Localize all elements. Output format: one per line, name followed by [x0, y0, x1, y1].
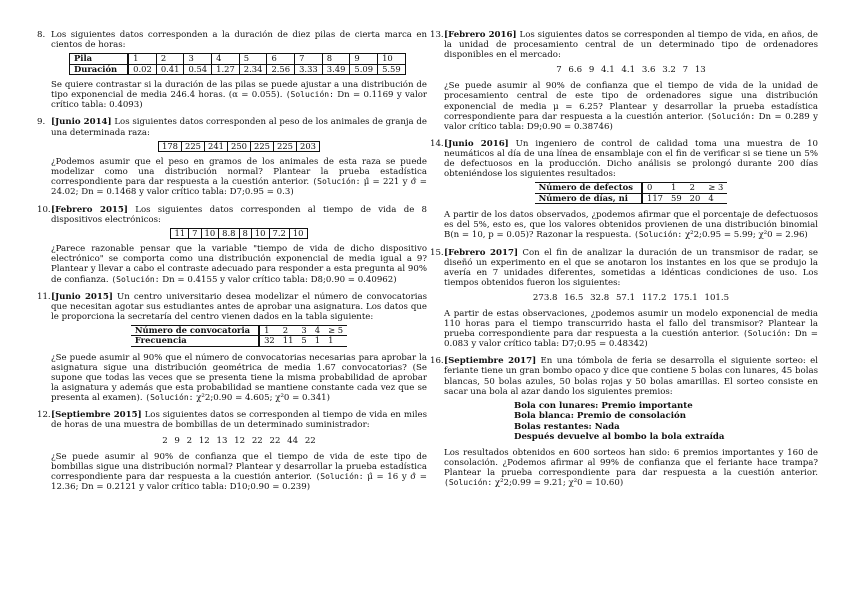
- solution-text: Dn = 0.4155 y valor crítico tabla: D8;0.90 = 0.40962): [162, 274, 397, 285]
- question-text: ¿Podemos asumir que el peso en gramos de los animales de esta raza se puede modelizar como una distribución normal? Plantear la prueba estadística correspondiente para dar respuesta a la cuestión anterior.: [51, 157, 427, 188]
- table-header-cell: Número de días, ni: [535, 193, 642, 204]
- question-text: ¿Se puede asumir al 90% de confianza que el tiempo de vida de este tipo de bombillas sigue una distribución normal? Plantear y desarrollar la prueba estadística correspondiente para dar respuesta a la cuestión anterior.: [51, 451, 427, 482]
- table-cell: 225: [274, 141, 297, 152]
- problem-number: 13.: [430, 30, 444, 40]
- problem-15: [430, 248, 818, 350]
- data-values: 7 6.6 9 4.1 4.1 3.6 3.2 7 13: [556, 65, 706, 76]
- table-header-cell: Duración: [70, 64, 129, 75]
- table-row: [70, 54, 406, 65]
- table-cell: 250: [228, 141, 251, 152]
- problem-statement: [51, 117, 427, 137]
- solution-label: (Solución:: [111, 274, 160, 284]
- table-header-cell: Número de defectos: [535, 183, 642, 194]
- table-cell: 59: [670, 192, 682, 203]
- problem-13: [430, 30, 818, 132]
- table-cell: 3.49: [322, 64, 350, 75]
- question-text: ¿Parece razonable pensar que la variable "tiempo de vida de dicho dispositivo electrónico" se comporta como una distribución exponencial de media igual a 9? Plantear y llevar a cabo el contraste adecuado para responder a esta pregunta al 90% de confianza.: [51, 244, 427, 285]
- problem-number: 14.: [430, 138, 444, 149]
- data-box-wrap: [51, 225, 427, 245]
- table-header-cell: Número de convocatoria: [131, 325, 259, 336]
- table-cell: 7: [189, 228, 201, 239]
- left-column: [37, 30, 427, 499]
- problem-10: [37, 205, 427, 285]
- problem-statement: Los siguientes datos corresponden a la duración de diez pilas de cierta marca en cientos de horas:: [51, 30, 427, 51]
- exam-tag: [Febrero 2015]: [51, 204, 128, 215]
- solution-text: Dn = 0.289 y valor crítico tabla: D9;0.90 = 0.38746): [444, 111, 818, 132]
- solution-label: (Solución:: [315, 471, 364, 481]
- problem-question: [51, 80, 427, 110]
- solution-label: (Solución:: [742, 329, 792, 339]
- solution-text: χ²2;0.95 = 5.99; χ²0 = 2.96): [684, 230, 808, 241]
- problem-number: 10.: [37, 204, 51, 215]
- problem-number: 12.: [37, 410, 51, 421]
- table-cell: 2.34: [239, 64, 267, 75]
- table-cell: ≥ 3: [704, 183, 727, 194]
- question-text: Se quiere contrastar si la duración de las pilas se puede ajustar a una distribución de tipo exponencial de media 246.4 horas. (α = 0.055).: [51, 80, 427, 101]
- problem-statement: [51, 292, 427, 322]
- statement-text: En una tómbola de feria se desarrolla el siguiente sorteo: el feriante tiene un gran bombo opaco y dice que contiene 5 bolas con lunares, 45 bolas blancas, 50 bolas azules, 50 bolas rojas y 50 bolas amarillas. El sorteo consiste en sacar una bola al azar dando los siguientes premios:: [444, 356, 818, 397]
- problem-question: [444, 309, 818, 349]
- problem-14: [430, 139, 818, 241]
- problem-question: [444, 210, 818, 240]
- statement-text: Un ingeniero de control de calidad toma una muestra de 10 neumáticos al día de una línea de ensamblaje con el fin de verificar si se tiene un 5% de defectuosos en la producción. Dicho análisis se prolongó durante 200 días obteniéndose los siguientes resultados:: [444, 138, 819, 180]
- prize-item: Bola blanca: Premio de consolación: [514, 411, 686, 422]
- table-cell: 11: [174, 227, 186, 238]
- question-text: A partir de los datos observados, ¿podemos afirmar que el porcentaje de defectuosos es del 5%, esto es, que los valores obtenidos provienen de una distribución binomial B(n = 10, p = 0.05)? Razonar la respuesta.: [444, 210, 818, 241]
- table-cell: 10: [201, 228, 219, 239]
- problem-statement: [51, 205, 427, 225]
- table-cell: 32: [264, 335, 275, 346]
- right-column: [430, 30, 818, 495]
- exam-tag: [Junio 2016]: [444, 138, 509, 149]
- solution-label: (Solución:: [312, 177, 361, 187]
- table-cell: 10: [251, 228, 269, 239]
- solution-text: χ²2;0.99 = 9.21; χ²0 = 10.60): [494, 478, 624, 488]
- prize-item: Después devuelve al bombo la bola extraída: [514, 432, 725, 443]
- question-text: ¿Se puede asumir al 90% que el número de convocatorias necesarias para aprobar la asignatura sigue una distribución geométrica de media 1.67 convocatorias? (Se supone que todas las veces que se presenta tiene la misma probabilidad de aprobar la asignatura y además que esta probabilidad se mantiene constante cada vez que se presenta al examen).: [51, 352, 427, 404]
- solution-label: (Solución:: [634, 230, 683, 240]
- problem-question: [444, 81, 818, 131]
- solution-label: (Solución:: [145, 393, 194, 403]
- table-cell: 2: [156, 54, 184, 65]
- statement-text: Los siguientes datos se corresponden al tiempo de vida, en años, de la unidad de procesamiento central de un determinado tipo de ordenadores disponibles en el mercado:: [444, 30, 819, 61]
- table-row: [171, 228, 307, 239]
- problem-number: 16.: [430, 356, 444, 367]
- table-row: [131, 325, 347, 336]
- table-cell: 241: [205, 141, 228, 152]
- problem-question: [51, 452, 427, 492]
- table-row: [535, 183, 728, 194]
- table-cell: ≥ 5: [324, 325, 347, 336]
- table-cell: 3: [297, 325, 310, 336]
- solution-text: Dn = 0.1169 y valor crítico tabla: 0.4093): [51, 90, 427, 111]
- exam-tag: [Febrero 2016]: [444, 30, 517, 40]
- table-row: [70, 64, 406, 75]
- statement-text: Un centro universitario desea modelizar el número de convocatorias que necesitan agotar sus estudiantes antes de aprobar una asignatura. Los datos que le proporciona la secretaría del centro vienen dados en la tabla siguiente:: [51, 291, 427, 322]
- problem-statement: [444, 356, 818, 396]
- table-cell: 6: [267, 54, 295, 65]
- problem-11: [37, 292, 427, 404]
- question-text: A partir de estas observaciones, ¿podemos asumir un modelo exponencial de media 110 horas para el tiempo transcurrido hasta el fallo del transmisor? Plantear la prueba correspondiente para dar respuesta a la cuestión anterior.: [444, 308, 818, 340]
- table-cell: 5.09: [350, 64, 378, 75]
- table-cell: 225: [251, 141, 274, 152]
- table-cell: 203: [297, 141, 320, 152]
- table-cell: 5.59: [378, 64, 406, 75]
- table-cell: 2: [279, 325, 298, 336]
- table-cell: 7.2: [269, 228, 289, 239]
- table-cell: 5: [239, 54, 267, 65]
- table-cell: 5: [301, 335, 307, 346]
- data-box: [158, 141, 320, 153]
- problem-number: 8.: [37, 30, 46, 40]
- problem-statement: [444, 139, 818, 179]
- problem-question: [444, 448, 818, 488]
- table-cell: 4: [708, 192, 714, 203]
- solution-text: Dn = 0.083 y valor crítico tabla: D7;0.95 = 0.48342): [444, 329, 818, 350]
- table-cell: 1: [314, 335, 321, 346]
- table-cell: 225: [182, 141, 205, 152]
- table-cell: 10: [289, 228, 307, 239]
- prize-item: Bola con lunares: Premio importante: [514, 400, 693, 411]
- statement-text: Los siguientes datos corresponden al tiempo de vida de 8 dispositivos electrónicos:: [51, 204, 428, 225]
- solution-text: χ²2;0.90 = 4.605; χ²0 = 0.341): [196, 393, 330, 404]
- problem-question: [51, 157, 427, 197]
- solution-text: μ̂ = 221 y σ̂ = 24.02; Dn = 0.1468 y valor crítico tabla: D7;0.95 = 0.3): [51, 177, 427, 198]
- exam-tag: [Febrero 2017]: [444, 247, 519, 258]
- table-cell: 11: [282, 335, 294, 346]
- table-cell: 3.33: [295, 64, 323, 75]
- question-text: ¿Se puede asumir al 90% de confianza que el tiempo de vida de la unidad de procesamiento central de este tipo de ordenadores sigue una distribución exponencial de media μ = 6.25? Plantear y desarrollar la prueba estadística correspondiente para dar respuesta a la cuestión anterior.: [444, 81, 818, 122]
- problem-12: [37, 410, 427, 492]
- table-cell: 10: [378, 54, 406, 65]
- table-cell: 4: [212, 54, 240, 65]
- data-box-wrap: [51, 138, 427, 158]
- table-cell: 1: [259, 325, 279, 336]
- solution-label: (Solución:: [285, 90, 334, 100]
- problem-statement: [444, 30, 818, 60]
- exam-tag: [Junio 2014]: [51, 117, 112, 128]
- solution-label: (Solución:: [444, 478, 493, 487]
- table-row: [159, 141, 320, 152]
- exam-tag: [Septiembre 2015]: [51, 410, 142, 421]
- problem-number: 9.: [37, 117, 46, 128]
- table-cell: 178: [162, 140, 178, 151]
- table-cell: 1: [667, 183, 686, 194]
- table-row: [131, 336, 347, 347]
- problem-number: 15.: [430, 247, 444, 258]
- problem-9: [37, 117, 427, 197]
- data-box: [170, 228, 307, 240]
- solution-text: μ̂ = 16 y σ̂ = 12.36; Dn = 0.2121 y valor crítico tabla: D10;0.90 = 0.239): [51, 471, 427, 492]
- problem-statement: [51, 410, 427, 430]
- table-cell: 2.56: [267, 64, 295, 75]
- frequency-table: [131, 325, 347, 347]
- table-cell: 1: [128, 54, 156, 65]
- problem-question: [51, 353, 427, 403]
- table-cell: 9: [350, 54, 378, 65]
- table-header-cell: Frecuencia: [131, 336, 259, 347]
- table-cell: 7: [295, 54, 323, 65]
- statement-text: Los siguientes datos corresponden al peso de los animales de granja de una determinada raza:: [51, 117, 428, 138]
- table-cell: 8.8: [219, 228, 239, 239]
- table-cell: 3: [184, 54, 212, 65]
- table-cell: 0.41: [156, 64, 184, 75]
- table-cell: 0.54: [184, 64, 212, 75]
- statement-text: Los siguientes datos se corresponden al tiempo de vida en miles de horas de una muestra de bombillas de un determinado suministrador:: [51, 410, 427, 431]
- table-cell: 4: [311, 325, 324, 336]
- defects-table: [535, 182, 728, 204]
- table-row: [535, 193, 728, 204]
- data-values: 2 9 2 12 13 12 22 22 44 22: [162, 435, 316, 446]
- table-cell: 1: [328, 335, 334, 346]
- table-cell: 117: [646, 192, 663, 203]
- prize-item: Bolas restantes: Nada: [514, 421, 620, 432]
- table-cell: 8: [322, 54, 350, 65]
- problem-question: [51, 244, 427, 284]
- data-values: 273.8 16.5 32.8 57.1 117.2 175.1 101.5: [532, 292, 730, 303]
- table-cell: 2: [686, 183, 705, 194]
- table-header-cell: Pila: [70, 54, 129, 65]
- statement-text: Con el fin de analizar la duración de un transmisor de radar, se diseñó un experimento en el que se anotaron los instantes en los que se produjo la avería en 7 unidades diferentes, sometidas a idénticas condiciones de uso. Los tiempos obtenidos fueron los siguientes:: [444, 247, 818, 288]
- prize-list: [514, 401, 818, 443]
- problem-8: [37, 30, 427, 110]
- question-text: Los resultados obtenidos en 600 sorteos han sido: 6 premios importantes y 160 de consolación. ¿Podemos afirmar al 99% de confianza que el feriante hace trampa? Plantear la prueba correspondiente para dar respuesta a la cuestión anterior.: [444, 447, 818, 478]
- problem-number: 11.: [37, 291, 51, 302]
- exam-tag: [Junio 2015]: [51, 291, 113, 302]
- exam-tag: [Septiembre 2017]: [444, 356, 537, 367]
- table-cell: 1.27: [212, 64, 240, 75]
- table-cell: 8: [239, 228, 251, 239]
- battery-table: [69, 53, 406, 75]
- solution-label: (Solución:: [706, 111, 756, 121]
- table-cell: 0: [642, 183, 667, 194]
- table-cell: 20: [689, 192, 701, 203]
- problem-16: [430, 356, 818, 488]
- table-cell: 0.02: [128, 64, 156, 75]
- problem-statement: [444, 248, 818, 288]
